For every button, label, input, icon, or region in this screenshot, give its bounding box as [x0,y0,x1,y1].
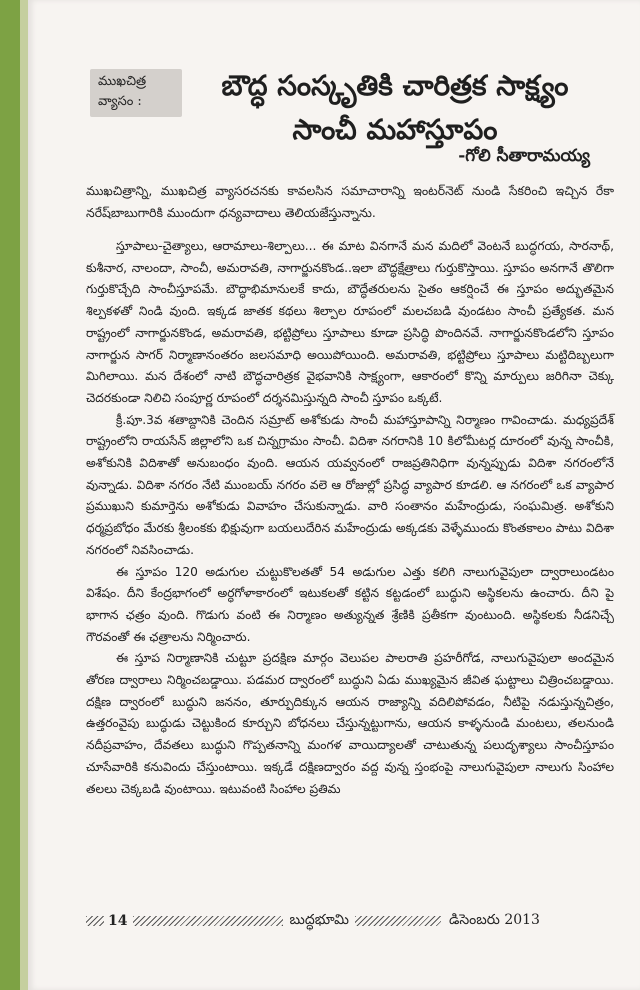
author-byline: -గోలి సీతారామయ్య [458,146,590,166]
title-line-2: సాంచీ మహాస్తూపం [292,113,498,146]
green-page-edge [0,0,20,990]
title-line-1: బౌద్ధ సంస్కృతికి చారిత్రక సాక్ష్యం [221,69,569,102]
section-tag [90,69,182,117]
article-body [86,236,614,800]
page-number: 14 [108,913,128,929]
article-title [180,64,610,152]
intro-note: ముఖచిత్రాన్ని, ముఖచిత్ర వ్యాసరచనకు కావలసిన సమాచారాన్ని ఇంటర్‌నెట్ నుండి సేకరించి ఇచ్చిన రేకా నరేష్‌బాబుగారికి ముందుగా ధన్యవాదాలు తెలియజేస్తున్నాను. [86,183,614,220]
body-paragraph-3: ఈ స్తూపం 120 అడుగుల చుట్టుకొలతతో 54 అడుగుల ఎత్తు కలిగి నాలుగువైపులా ద్వారాలుండటం విశేషం. దీని కేంద్రభాగంలో అర్ధగోళాకారంలో ఇటుకలతో కట్టిన కట్టడంలో బుద్ధుని అస్థికలను ఉంచారు. దీని పై భాగాన ఛత్రం వుంది. గొడుగు వంటి ఈ నిర్మాణం అత్యున్నత శ్రేణికి ప్రతీకగా వుంటుంది. అస్థికలకు నీడనిచ్చే గౌరవంతో ఈ ఛత్రాలను నిర్మించారు. [86,564,614,644]
body-paragraph-2: క్రీ.పూ.3వ శతాబ్దానికి చెందిన సమ్రాట్ అశోకుడు సాంచీ మహాస్తూపాన్ని నిర్మాణం గావించాడు. మధ్యప్రదేశ్ రాష్ట్రంలోని రాయసేన్ జిల్లాలోని ఒక చిన్నగ్రామం సాంచీ. విదిశా నగరానికి 10 కిలోమీటర్ల దూరంలో వున్న సాంచీకి, అశోకునికి విదిశాతో అనుబంధం వుంది. ఆయన యవ్వనంలో రాజప్రతినిధిగా వున్నప్పుడు విదిశా నగరంలోనే వున్నాడు. విదిశా నగరం నేటి ముంబయ్ నగరం వలె ఆ రోజుల్లో ప్రసిద్ధ వ్యాపార కూడలి. ఆ నగరంలో ఒక వ్యాపార ప్రముఖుని కుమార్తెను అశోకుడు వివాహం చేసుకున్నాడు. వారి సంతానం మహేంద్రుడు, సంఘమిత్ర. అశోకుని ధర్మప్రబోధం మేరకు శ్రీలంకకు భిక్షువుగా బయలుదేరిన మహేంద్రుడు అక్కడకు వెళ్ళేముందు కొంతకాలం పాటు విదిశా నగరంలో నివసించాడు. [86,412,614,557]
footer-hatch-left [86,916,104,926]
body-paragraph-1: స్తూపాలు-చైత్యాలు, ఆరామాలు-శిల్పాలు... ఈ మాట వినగానే మన మదిలో వెంటనే బుద్ధగయ, సారనాథ్, కుశీనార, నాలందా, సాంచీ, అమరావతి, నాగార్జునకొండ..ఇలా బౌద్ధక్షేత్రాలు గుర్తుకొస్తాయి. స్తూపం అనగానే తొలిగా గుర్తుకొచ్చేది సాంచీస్తూపమే. బౌద్ధాభిమానులకే కాదు, బౌద్ధేతరులను సైతం ఆకర్షించే ఈ స్తూపం అద్భుతమైన శిల్పకళతో నిండి వుంది. ఇక్కడ జాతక కథలు శిల్పాల రూపంలో మలచబడి వుండటం సాంచీ ప్రత్యేకత. మన రాష్ట్రంలో నాగార్జునకొండ, అమరావతి, భట్టిప్రోలు స్తూపాలు కూడా ప్రసిద్ధి పొందినవే. నాగార్జునకొండలోని స్తూపం నాగార్జున సాగర్ నిర్మాణానంతరం జలసమాధి అయిపోయింది. అమరావతి, భట్టిప్రోలు స్తూపాలు మట్టిదిబ్బలుగా మిగిలాయి. మన దేశంలో నాటి బౌద్ధచారిత్రక వైభవానికి సాక్ష్యంగా, ఆకారంలో కొన్ని మార్పులు జరిగినా చెక్కు చెదరకుండా నిలిచి సంపూర్ణ రూపంలో దర్శనమిస్తున్నది సాంచీ స్తూపం ఒక్కటే. [86,239,614,405]
section-tag-line-1: ముఖచిత్ర [98,74,147,89]
page-edge-band [20,0,28,990]
page-footer [86,911,616,931]
footer-hatch-middle [133,916,283,926]
issue-date: డిసెంబరు 2013 [448,911,540,928]
section-tag-line-2: వ్యాసం : [98,94,142,109]
body-paragraph-4: ఈ స్తూప నిర్మాణానికి చుట్టూ ప్రదక్షిణ మార్గం వెలుపల పాలరాతి ప్రహరీగోడ, నాలుగువైపులా అందమైన తోరణ ద్వారాలు నిర్మించబడ్డాయి. పడమర ద్వారంలో బుద్ధుని ఏడు ముఖ్యమైన జీవిత ఘట్టాలు చిత్రించబడ్డాయి. దక్షిణ ద్వారంలో బుద్ధుని జననం, తూర్పుదిక్కున ఆయన రాజ్యాన్ని వదిలిపోవడం, నీటిపై నడుస్తున్నచిత్రం, ఉత్తరంవైపు బుద్ధుడు చెట్టుకింద కూర్చుని బోధనలు చేస్తున్నట్టుగాను, ఆయన కాళ్ళనుండి మంటలు, తలనుండి నదీప్రవాహం, దేవతలు బుద్ధుని గొప్పతనాన్ని మంగళ వాయిద్యాలతో చాటుతున్న పలుదృశ్యాలు సాంచీస్తూపం చూసేవారికి కనువిందు చేస్తుంటాయి. ఇక్కడే దక్షిణద్వారం వద్ద వున్న స్తంభంపై నాలుగువైపులా నాలుగు సింహాల తలలు చెక్కబడి వుంటాయి. ఇటువంటి సింహాల ప్రతిమ [86,651,614,796]
footer-hatch-right [355,916,441,926]
magazine-name: బుద్ధభూమి [289,911,349,928]
